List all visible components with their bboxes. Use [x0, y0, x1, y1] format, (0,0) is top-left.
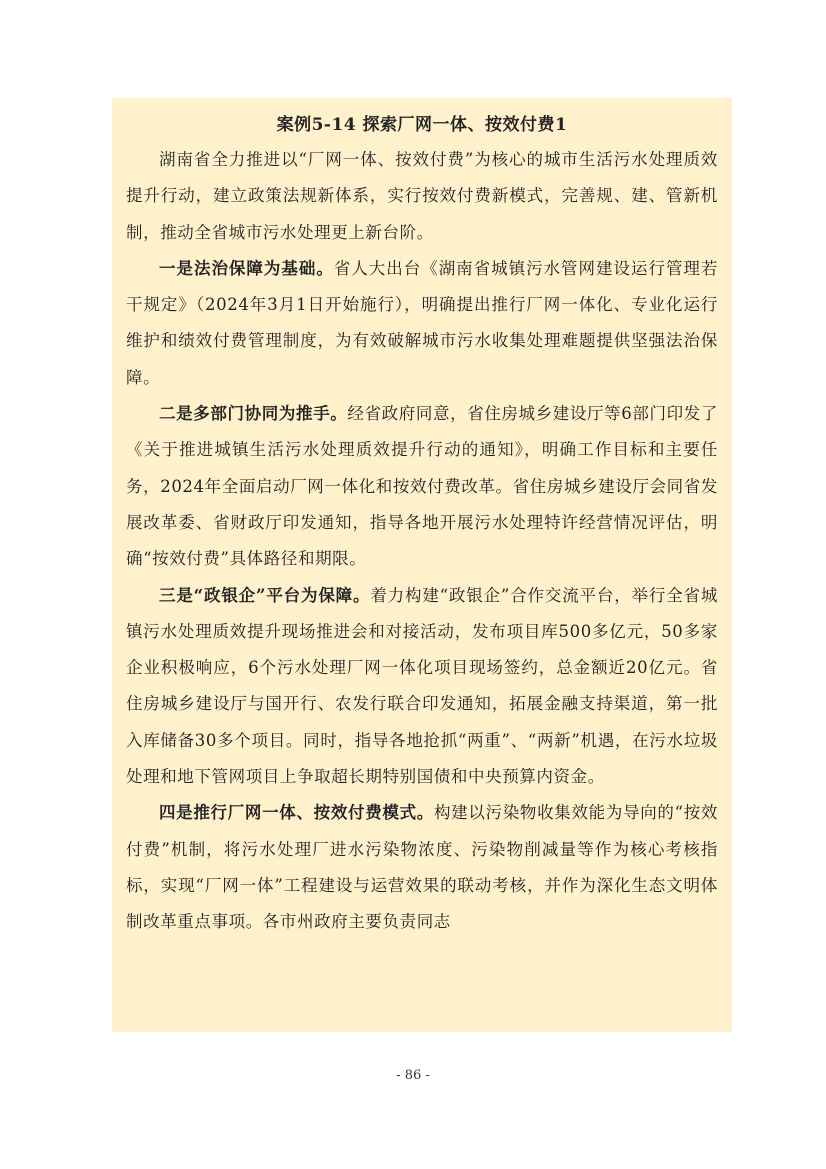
paragraph-rule-of-law [126, 251, 718, 396]
paragraph-lead: 二是多部门协同为推手。 [159, 404, 348, 424]
paragraph-multi-department [126, 396, 718, 577]
paragraph-lead: 三是“政银企”平台为保障。 [159, 585, 371, 605]
paragraph-text: 构建以污染物收集效能为导向的“按效付费”机制，将污水处理厂进水污染物浓度、污染物削减量等作为核心考核指标，实现“厂网一体”工程建设与运营效果的联动考核，并作为深化生态文明体制改革重点事项。各市州政府主要负责同志 [126, 803, 718, 932]
case-title: 案例5-14 探索厂网一体、按效付费1 [276, 115, 568, 135]
page-number: - 86 - [396, 1068, 430, 1083]
paragraph-lead: 四是推行厂网一体、按效付费模式。 [159, 803, 434, 823]
case-study-box [112, 98, 732, 1032]
paragraph-text: 湖南省全力推进以“厂网一体、按效付费”为核心的城市生活污水处理质效提升行动，建立政策法规新体系，实行按效付费新模式，完善规、建、管新机制，推动全省城市污水处理更上新台阶。 [126, 150, 718, 242]
paragraph-payment-model [126, 795, 718, 940]
paragraph-text: 省人大出台《湖南省城镇污水管网建设运行管理若干规定》（2024年3月1日开始施行），明确提出推行厂网一体化、专业化运行维护和绩效付费管理制度，为有效破解城市污水收集处理难题提供坚强法治保障。 [126, 258, 719, 387]
paragraph-lead: 一是法治保障为基础。 [159, 258, 334, 278]
paragraph-intro [126, 142, 718, 251]
paragraph-text: 经省政府同意，省住房城乡建设厅等6部门印发了《关于推进城镇生活污水处理质效提升行动的通知》，明确工作目标和主要任务，2024年全面启动厂网一体化和按效付费改革。省住房城乡建设厅会同省发展改革委、省财政厅印发通知，指导各地开展污水处理特许经营情况评估，明确“按效付费”具体路径和期限。 [126, 404, 718, 569]
paragraph-platform [126, 578, 718, 796]
paragraph-text: 着力构建“政银企”合作交流平台，举行全省城镇污水处理质效提升现场推进会和对接活动，发布项目库500多亿元，50多家企业积极响应，6个污水处理厂网一体化项目现场签约，总金额近20亿元。省住房城乡建设厅与国开行、农发行联合印发通知，拓展金融支持渠道，第一批入库储备30多个项目。同时，指导各地抢抓“两重”、“两新”机遇，在污水垃圾处理和地下管网项目上争取超长期特别国债和中央预算内资金。 [126, 585, 718, 787]
